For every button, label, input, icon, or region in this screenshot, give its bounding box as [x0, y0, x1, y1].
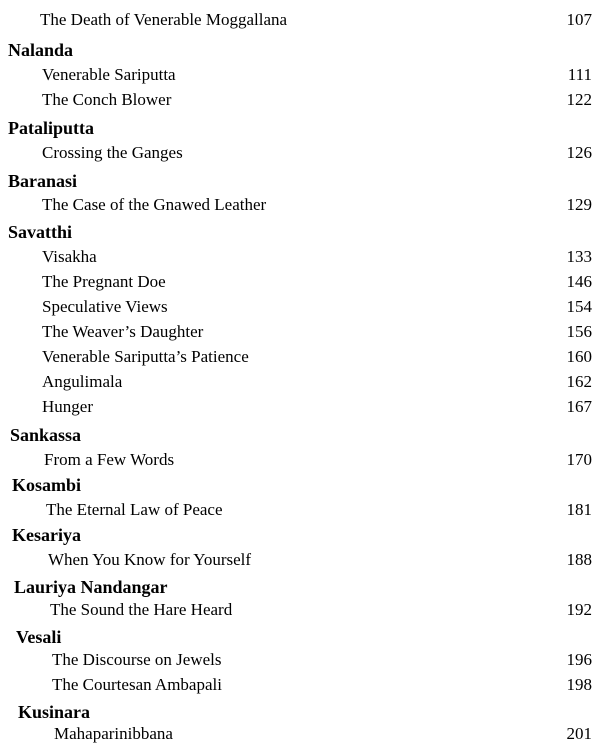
entry-title: The Conch Blower — [42, 90, 172, 109]
entry-title: Crossing the Ganges — [42, 143, 183, 162]
entry-title: The Discourse on Jewels — [52, 650, 222, 669]
toc-section-heading — [0, 116, 600, 140]
entry-page-number: 122 — [566, 90, 592, 109]
toc-entry — [0, 63, 600, 87]
toc-entry — [0, 320, 600, 344]
entry-title: The Case of the Gnawed Leather — [42, 195, 267, 214]
entry-page-number: 126 — [566, 143, 592, 162]
toc-section-heading — [0, 523, 600, 547]
toc-entry — [0, 673, 600, 697]
entry-page-number: 170 — [566, 450, 592, 469]
entry-page-number: 129 — [566, 195, 592, 214]
toc-entry — [0, 395, 600, 419]
section-title: Savatthi — [8, 222, 73, 242]
entry-page-number: 167 — [566, 397, 592, 416]
entry-title: Venerable Sariputta — [42, 65, 176, 84]
entry-title: The Eternal Law of Peace — [46, 500, 223, 519]
entry-page-number: 156 — [566, 322, 592, 341]
toc-section-heading — [0, 473, 600, 497]
toc-entry — [0, 8, 600, 32]
entry-page-number: 201 — [566, 724, 592, 743]
toc-entry — [0, 193, 600, 217]
entry-page-number: 107 — [566, 10, 592, 29]
entry-title: The Pregnant Doe — [42, 272, 166, 291]
toc-section-heading — [0, 700, 600, 724]
entry-title: The Courtesan Ambapali — [52, 675, 222, 694]
toc-entry — [0, 498, 600, 522]
entry-page-number: 154 — [566, 297, 592, 316]
toc-section-heading — [0, 625, 600, 649]
toc-entry — [0, 141, 600, 165]
entry-title: The Weaver’s Daughter — [42, 322, 204, 341]
section-title: Baranasi — [8, 171, 78, 191]
entry-title: Angulimala — [42, 372, 123, 391]
entry-title: From a Few Words — [44, 450, 175, 469]
toc-entry — [0, 245, 600, 269]
section-title: Pataliputta — [8, 118, 95, 138]
section-title: Kesariya — [12, 525, 81, 545]
toc-entry — [0, 270, 600, 294]
entry-page-number: 146 — [566, 272, 592, 291]
toc-section-heading — [0, 423, 600, 447]
entry-title: The Sound the Hare Heard — [50, 600, 233, 619]
entry-title: Mahaparinibbana — [54, 724, 173, 743]
section-title: Vesali — [16, 627, 62, 647]
entry-page-number: 181 — [566, 500, 592, 519]
entry-title: Visakha — [42, 247, 97, 266]
toc-entry — [0, 370, 600, 394]
entry-page-number: 198 — [566, 675, 592, 694]
entry-page-number: 111 — [567, 65, 592, 84]
entry-title: When You Know for Yourself — [48, 550, 252, 569]
toc-entry — [0, 88, 600, 112]
entry-page-number: 160 — [566, 347, 592, 366]
section-title: Sankassa — [10, 425, 82, 445]
toc-entry — [0, 345, 600, 369]
toc-entry — [0, 448, 600, 472]
toc-entry — [0, 548, 600, 572]
entry-page-number: 196 — [566, 650, 592, 669]
entry-page-number: 188 — [566, 550, 592, 569]
entry-title: Hunger — [42, 397, 93, 416]
entry-page-number: 162 — [566, 372, 592, 391]
entry-title: Venerable Sariputta’s Patience — [42, 347, 249, 366]
entry-page-number: 133 — [566, 247, 592, 266]
section-title: Nalanda — [8, 40, 74, 60]
toc-entry — [0, 598, 600, 622]
toc-entry — [0, 722, 600, 746]
entry-page-number: 192 — [566, 600, 592, 619]
toc-section-heading — [0, 38, 600, 62]
section-title: Kusinara — [18, 702, 91, 722]
toc-entry — [0, 295, 600, 319]
entry-title: Speculative Views — [42, 297, 168, 316]
toc-section-heading — [0, 220, 600, 244]
section-title: Lauriya Nandangar — [14, 577, 168, 597]
toc-entry — [0, 648, 600, 672]
entry-title: The Death of Venerable Moggallana — [40, 10, 288, 29]
toc-section-heading — [0, 575, 600, 599]
toc-section-heading — [0, 169, 600, 193]
section-title: Kosambi — [12, 475, 82, 495]
